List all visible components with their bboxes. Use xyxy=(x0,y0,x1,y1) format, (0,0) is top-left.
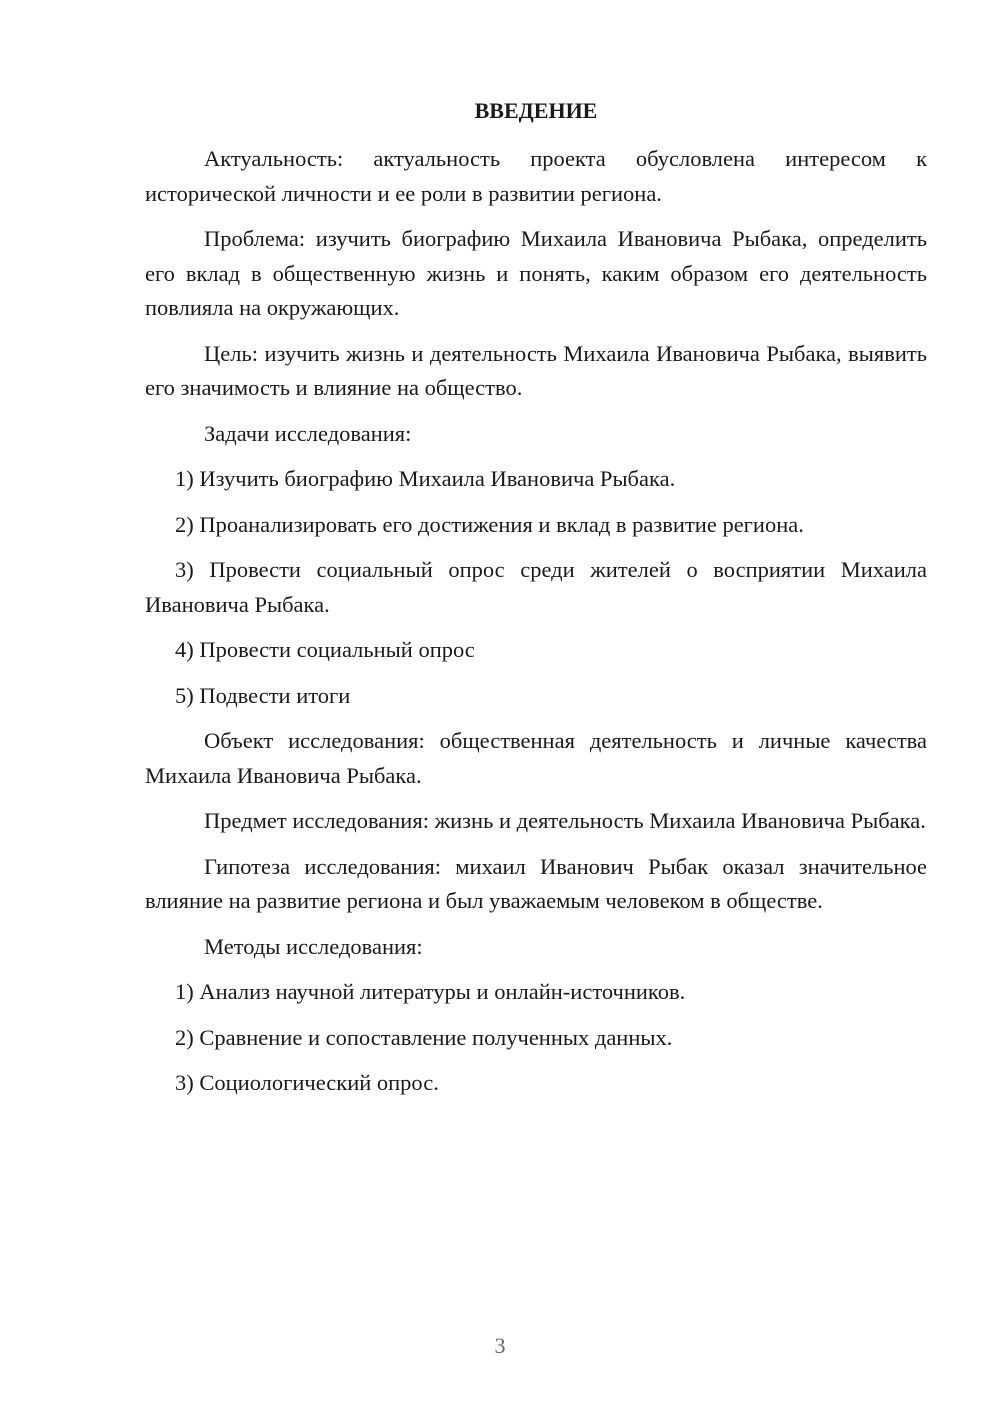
task-item-3: 3) Провести социальный опрос среди жителей о восприятии Михаила Ивановича Рыбака. xyxy=(145,557,927,617)
relevance-paragraph: Актуальность: актуальность проекта обусловлена интересом к исторической личности и ее роли в развитии региона. xyxy=(145,146,927,206)
tasks-title: Задачи исследования: xyxy=(204,420,412,446)
task-item-1: 1) Изучить биографию Михаила Ивановича Рыбака. xyxy=(175,466,676,491)
object-paragraph: Объект исследования: общественная деятельность и личные качества Михаила Ивановича Рыбака. xyxy=(145,728,927,788)
method-item-2: 2) Сравнение и сопоставление полученных данных. xyxy=(175,1024,673,1050)
problem-paragraph: Проблема: изучить биографию Михаила Ивановича Рыбака, определить его вклад в общественную жизнь и понять, каким образом его деятельность повлияла на окружающих. xyxy=(145,226,927,320)
hypothesis-paragraph: Гипотеза исследования: михаил Иванович Рыбак оказал значительное влияние на развитие региона и был уважаемым человеком в обществе. xyxy=(145,853,927,913)
page-number: 3 xyxy=(494,1333,506,1358)
task-item-5: 5) Подвести итоги xyxy=(175,682,351,708)
task-item-2: 2) Проанализировать его достижения и вклад в развитие региона. xyxy=(175,511,804,537)
section-heading: ВВЕДЕНИЕ xyxy=(474,98,598,123)
task-item-4: 4) Провести социальный опрос xyxy=(175,637,475,662)
document-body xyxy=(145,142,927,1112)
method-item-3: 3) Социологический опрос. xyxy=(175,1070,439,1095)
subject-paragraph: Предмет исследования: жизнь и деятельность Михаила Ивановича Рыбака. xyxy=(204,808,926,833)
methods-title: Методы исследования: xyxy=(204,933,423,959)
method-item-1: 1) Анализ научной литературы и онлайн-источников. xyxy=(175,979,686,1004)
goal-paragraph: Цель: изучить жизнь и деятельность Михаила Ивановича Рыбака, выявить его значимость и влияние на общество. xyxy=(145,340,927,400)
